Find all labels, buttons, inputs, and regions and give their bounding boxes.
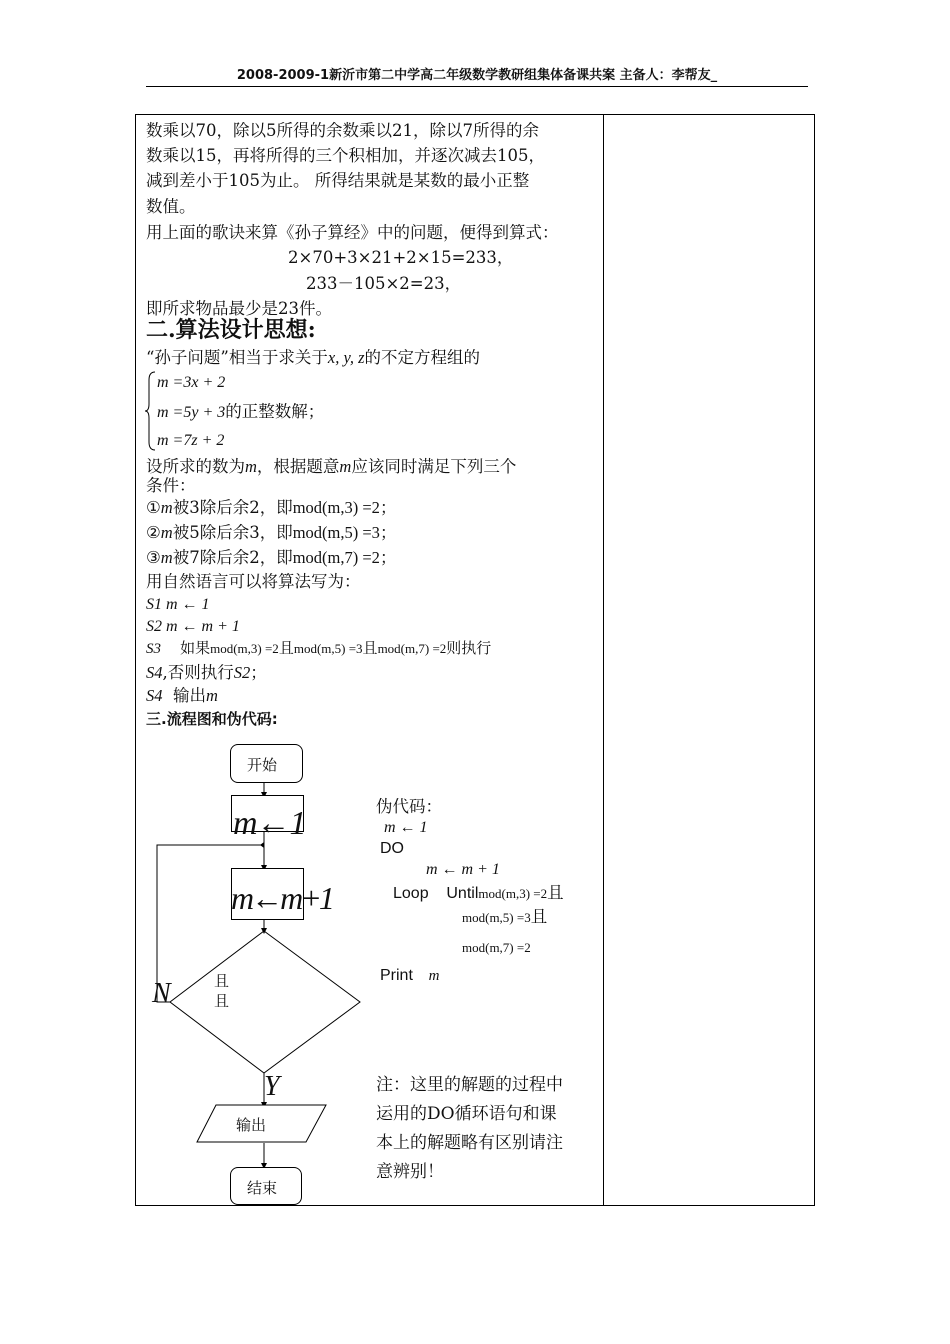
page-header: 2008-2009-1新沂市第二中学高二年级数学教研组集体备课共案 主备人：李帮友_: [146, 66, 808, 87]
intro-line-2: 数乘以15，再将所得的三个积相加，并逐次减去105，: [146, 146, 545, 165]
system-equation-2: m =5y + 3的正整数解；: [157, 402, 325, 421]
pseudocode-line-1: m ← 1: [384, 819, 428, 836]
start-terminal: [230, 744, 303, 783]
condition-1: ①m被3除后余2，即mod(m,3) =2；: [146, 498, 397, 517]
system-brace: [144, 370, 158, 452]
pseudocode-line-2: DO: [380, 840, 404, 857]
no-branch-label: N: [152, 978, 171, 1009]
natural-language-intro: 用自然语言可以将算法写为：: [146, 572, 361, 591]
system-equation-1: m =3x + 2: [157, 374, 226, 391]
section-3-title: 三.流程图和伪代码:: [146, 710, 278, 728]
step-s2: S2 m ← m + 1: [146, 618, 240, 635]
section-2-title: 二.算法设计思想:: [146, 317, 316, 343]
pseudocode-line-7: Print m: [380, 967, 440, 984]
section-2-line-3: 条件：: [146, 476, 196, 495]
end-terminal: [230, 1167, 302, 1205]
intro-line-6: 即所求物品最少是23件。: [146, 299, 332, 318]
step-s4: S4 输出m: [146, 686, 218, 705]
pseudocode-line-3: m ← m + 1: [426, 861, 500, 878]
intro-line-4: 数值。: [146, 197, 196, 216]
condition-3: ③m被7除后余2，即mod(m,7) =2；: [146, 548, 397, 567]
start-label: 开始: [247, 756, 278, 774]
pseudocode-line-6: mod(m,7) =2: [462, 940, 531, 955]
pseudocode-title: 伪代码：: [376, 797, 442, 816]
step-s1: S1 m ← 1: [146, 596, 210, 613]
condition-2: ②m被5除后余3，即mod(m,5) =3；: [146, 523, 397, 542]
note-line-2: 运用的DO循环语句和课: [376, 1104, 557, 1124]
pseudocode-line-5: mod(m,5) =3且: [462, 907, 548, 926]
step-s3-line-1: S3 如果mod(m,3) =2且mod(m,5) =3且mod(m,7) =2则执行: [146, 639, 492, 657]
intro-line-3: 减到差小于105为止。 所得结果就是某数的最小正整: [146, 171, 530, 190]
pseudocode-line-4: Loop Untilmod(m,3) =2且: [393, 883, 564, 902]
column-divider: [603, 114, 604, 1206]
output-label: 输出: [236, 1116, 267, 1134]
end-label: 结束: [247, 1179, 278, 1197]
init-label: m←1: [233, 805, 306, 842]
equation-1: 2×70+3×21+2×15=233，: [288, 248, 514, 267]
section-2-line-2: 设所求的数为m，根据题意m应该同时满足下列三个: [146, 457, 517, 476]
system-equation-3: m =7z + 2: [157, 432, 225, 449]
diamond-label-2: 且: [214, 992, 230, 1010]
equation-2: 233－105×2=23，: [306, 274, 462, 293]
note-line-4: 意辨别！: [376, 1162, 444, 1182]
section-2-line-1: “孙子问题”相当于求关于x, y, z的不定方程组的: [146, 348, 481, 367]
intro-line-5: 用上面的歌诀来算《孙子算经》中的问题，便得到算式：: [146, 223, 559, 242]
note-line-3: 本上的解题略有区别请注: [376, 1133, 563, 1153]
increment-label: m←m+1: [231, 880, 332, 916]
intro-line-1: 数乘以70，除以5所得的余数乘以21，除以7所得的余: [146, 121, 539, 140]
diamond-label-1: 且: [214, 972, 230, 990]
note-line-1: 注：这里的解题的过程中: [376, 1075, 563, 1095]
yes-branch-label: Y: [264, 1071, 280, 1102]
step-s3-line-2: S4,否则执行S2；: [146, 663, 267, 682]
